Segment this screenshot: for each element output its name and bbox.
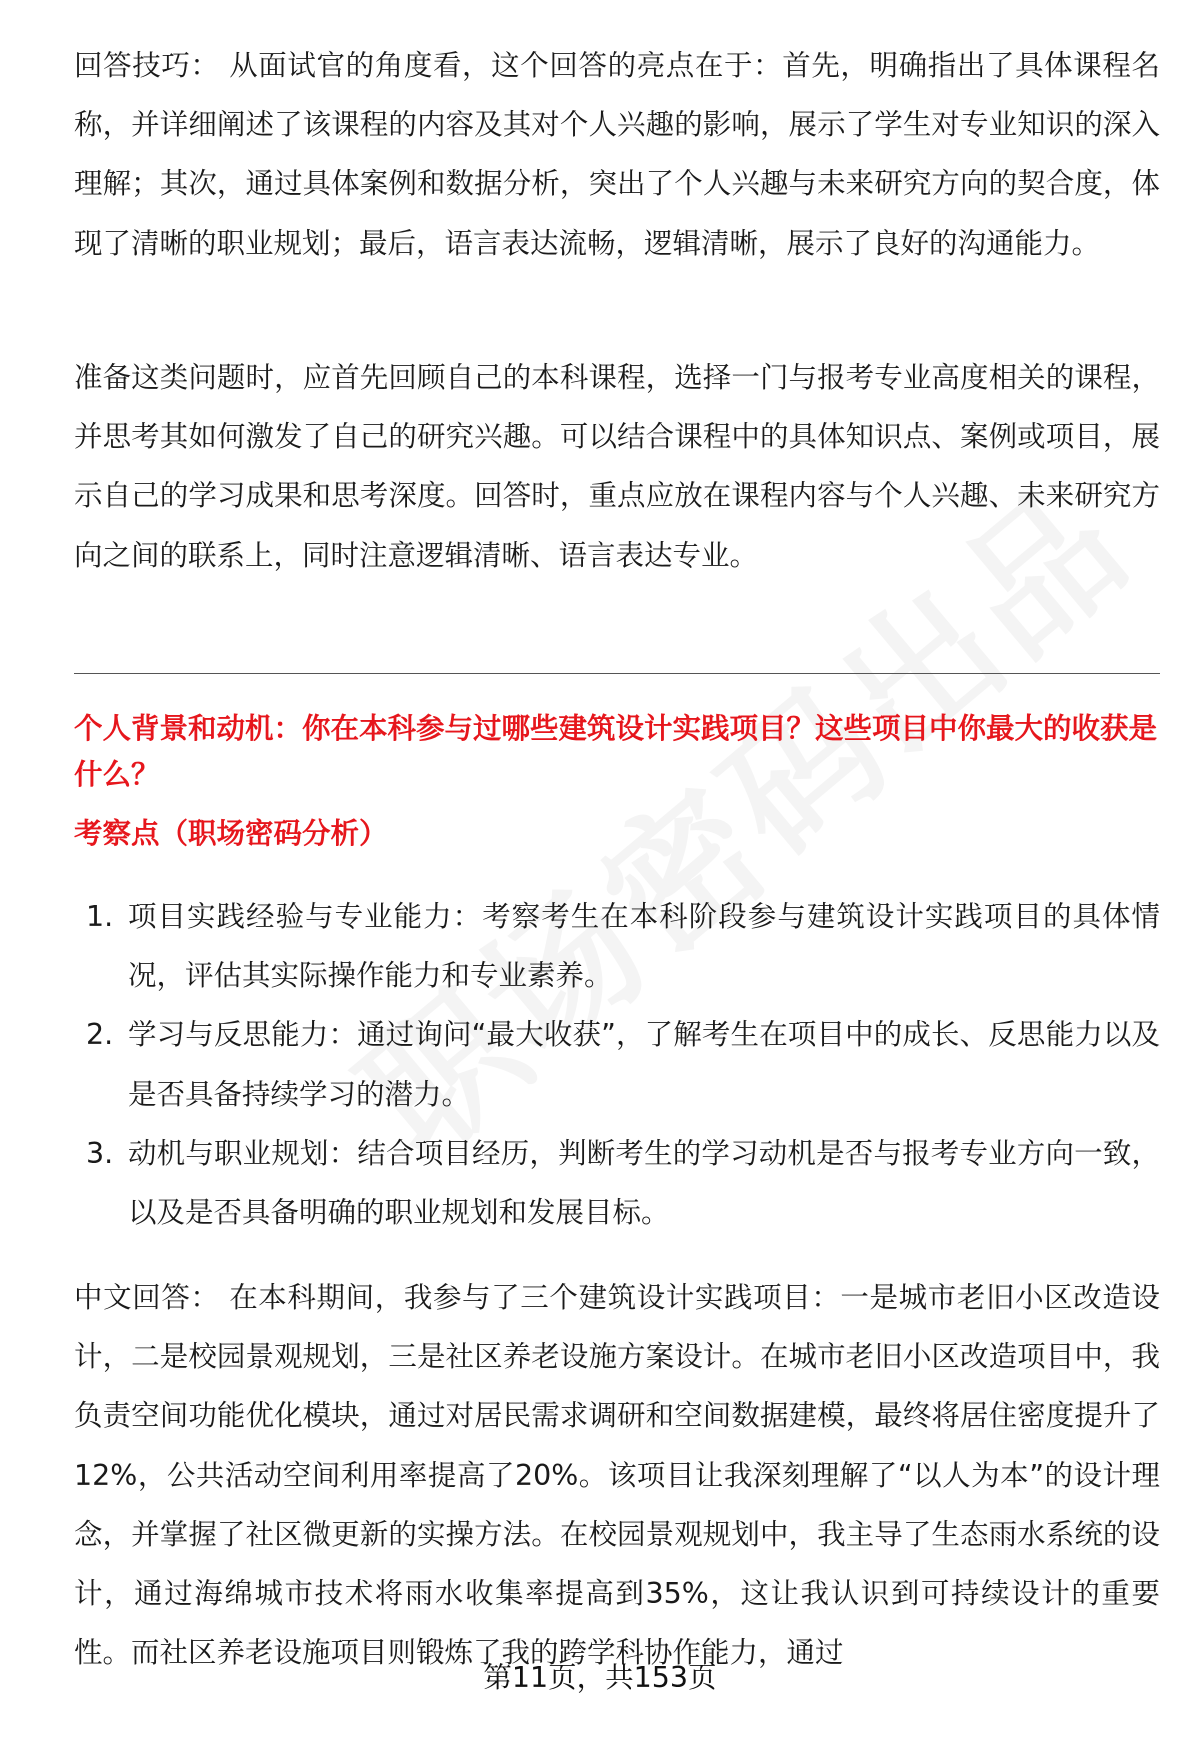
answer-tips-block [74,36,1160,273]
question-block [74,706,1160,798]
list-text: 项目实践经验与专业能力：考察考生在本科阶段参与建筑设计实践项目的具体情况，评估其实际操作能力和专业素养。 [128,900,1160,993]
list-number: 2. [86,1018,114,1052]
preparation-block [74,348,1160,585]
exam-points-list [74,887,1160,1242]
chinese-answer-block [74,1268,1160,1682]
section-divider [74,673,1160,674]
answer-tips-paragraph: 回答技巧： 从面试官的角度看，这个回答的亮点在于：首先，明确指出了具体课程名称，并详细阐述了该课程的内容及其对个人兴趣的影响，展示了学生对专业知识的深入理解；其次，通过具体案例和数据分析，突出了个人兴趣与未来研究方向的契合度，体现了清晰的职业规划；最后，语言表达流畅，逻辑清晰，展示了良好的沟通能力。 [74,49,1160,260]
question-title: 个人背景和动机：你在本科参与过哪些建筑设计实践项目？这些项目中你最大的收获是什么？ [74,712,1158,791]
preparation-paragraph: 准备这类问题时，应首先回顾自己的本科课程，选择一门与报考专业高度相关的课程，并思考其如何激发了自己的研究兴趣。可以结合课程中的具体知识点、案例或项目，展示自己的学习成果和思考深度。回答时，重点应放在课程内容与个人兴趣、未来研究方向之间的联系上，同时注意逻辑清晰、语言表达专业。 [74,361,1160,572]
list-item [74,1124,1160,1242]
chinese-answer-paragraph: 中文回答： 在本科期间，我参与了三个建筑设计实践项目：一是城市老旧小区改造设计，二是校园景观规划，三是社区养老设施方案设计。在城市老旧小区改造项目中，我负责空间功能优化模块，通过对居民需求调研和空间数据建模，最终将居住密度提升了12%，公共活动空间利用率提高了20%。该项目让我深刻理解了“以人为本”的设计理念，并掌握了社区微更新的实操方法。在校园景观规划中，我主导了生态雨水系统的设计，通过海绵城市技术将雨水收集率提高到35%，这让我认识到可持续设计的重要性。而社区养老设施项目则锻炼了我的跨学科协作能力，通过 [74,1281,1160,1670]
list-number: 1. [86,900,114,933]
list-text: 学习与反思能力：通过询问“最大收获”，了解考生在项目中的成长、反思能力以及是否具备持续学习的潜力。 [128,1018,1160,1111]
page-number-footer: 第11页，共153页 [483,1661,717,1694]
exam-points-block [74,887,1160,1242]
list-item [74,887,1160,1005]
exam-points-heading: 考察点（职场密码分析） [74,817,388,850]
list-item [74,1005,1160,1123]
exam-points-heading-block [74,814,1160,854]
list-text: 动机与职业规划：结合项目经历，判断考生的学习动机是否与报考专业方向一致，以及是否具备明确的职业规划和发展目标。 [128,1136,1160,1230]
list-number: 3. [86,1136,114,1170]
